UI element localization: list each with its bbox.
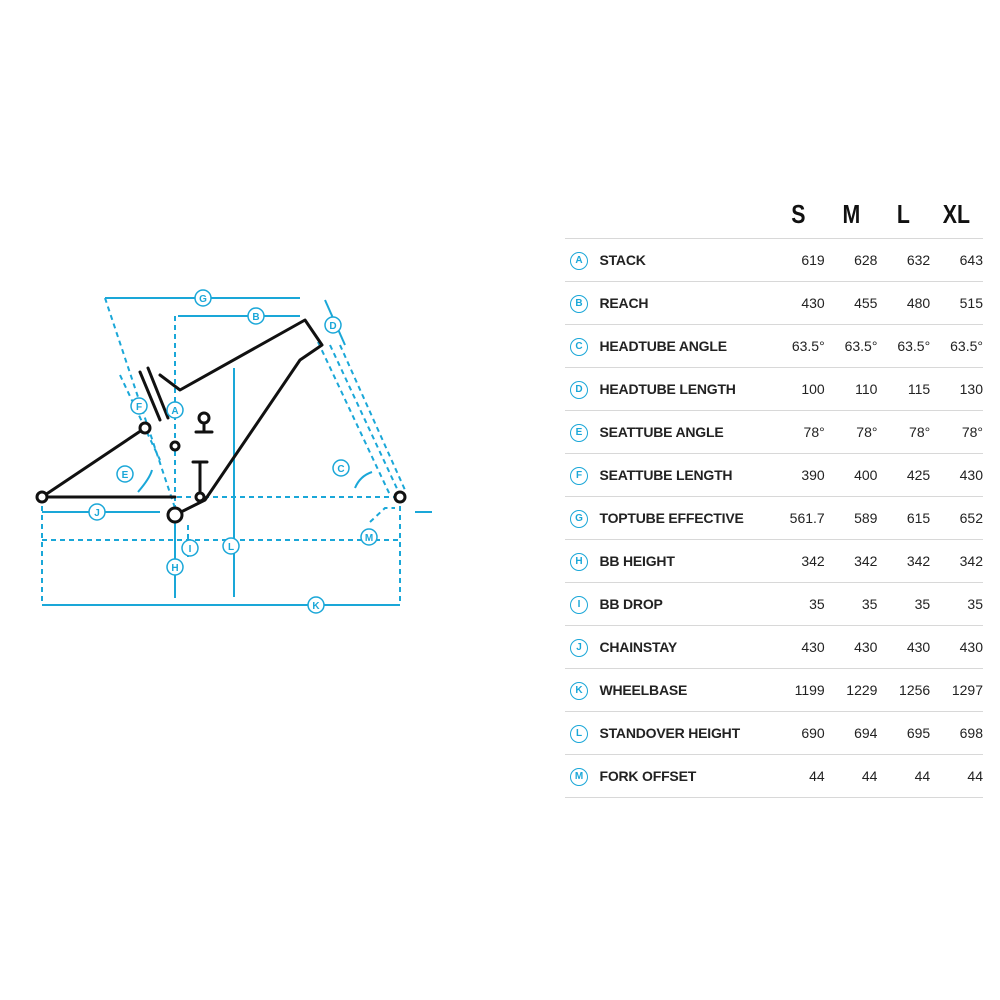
row-measurement-name: STANDOVER HEIGHT (599, 712, 771, 755)
row-letter-badge: L (570, 725, 588, 743)
geometry-table-body (565, 239, 983, 798)
row-letter-badge: A (570, 252, 588, 270)
row-value-xl: 698 (930, 712, 983, 755)
badge-m: M (364, 533, 374, 544)
row-value-xl: 130 (930, 368, 983, 411)
geometry-table (565, 190, 983, 798)
table-row (565, 282, 983, 325)
row-value-xl: 1297 (930, 669, 983, 712)
row-value-s: 44 (772, 755, 825, 798)
row-value-xl: 643 (930, 239, 983, 282)
row-value-l: 35 (877, 583, 930, 626)
row-value-s: 342 (772, 540, 825, 583)
badge-k: K (312, 601, 320, 612)
row-value-s: 63.5° (772, 325, 825, 368)
row-value-xl: 652 (930, 497, 983, 540)
row-value-l: 342 (877, 540, 930, 583)
row-measurement-name: REACH (599, 282, 771, 325)
table-row (565, 411, 983, 454)
row-value-l: 78° (877, 411, 930, 454)
size-header-s: S (791, 198, 806, 229)
row-value-l: 480 (877, 282, 930, 325)
row-value-m: 78° (825, 411, 878, 454)
row-letter-badge: D (570, 381, 588, 399)
badge-b: B (252, 312, 260, 323)
table-row (565, 325, 983, 368)
row-value-m: 455 (825, 282, 878, 325)
row-letter-badge: C (570, 338, 588, 356)
row-value-l: 425 (877, 454, 930, 497)
row-measurement-name: SEATTUBE LENGTH (599, 454, 771, 497)
row-value-l: 1256 (877, 669, 930, 712)
row-value-s: 390 (772, 454, 825, 497)
row-measurement-name: WHEELBASE (599, 669, 771, 712)
row-value-l: 615 (877, 497, 930, 540)
row-value-l: 63.5° (877, 325, 930, 368)
row-value-xl: 44 (930, 755, 983, 798)
row-measurement-name: STACK (599, 239, 771, 282)
row-letter-badge: K (570, 682, 588, 700)
row-value-m: 400 (825, 454, 878, 497)
row-value-s: 35 (772, 583, 825, 626)
row-value-m: 342 (825, 540, 878, 583)
row-value-l: 115 (877, 368, 930, 411)
size-header-row (565, 190, 983, 239)
row-value-l: 695 (877, 712, 930, 755)
badge-j: J (94, 508, 100, 519)
table-row (565, 540, 983, 583)
row-value-m: 430 (825, 626, 878, 669)
row-value-xl: 78° (930, 411, 983, 454)
row-value-l: 430 (877, 626, 930, 669)
row-value-s: 690 (772, 712, 825, 755)
frame-outline (42, 320, 322, 515)
row-value-xl: 515 (930, 282, 983, 325)
row-letter-badge: B (570, 295, 588, 313)
table-row (565, 712, 983, 755)
badge-g: G (199, 294, 207, 305)
badge-h: H (171, 563, 179, 574)
table-row (565, 368, 983, 411)
row-value-s: 430 (772, 282, 825, 325)
table-row (565, 669, 983, 712)
row-measurement-name: BB DROP (599, 583, 771, 626)
row-value-s: 78° (772, 411, 825, 454)
row-measurement-name: CHAINSTAY (599, 626, 771, 669)
size-header-l: L (897, 198, 911, 229)
table-row (565, 755, 983, 798)
row-letter-badge: F (570, 467, 588, 485)
row-value-xl: 63.5° (930, 325, 983, 368)
row-letter-badge: G (570, 510, 588, 528)
row-value-s: 561.7 (772, 497, 825, 540)
row-value-l: 632 (877, 239, 930, 282)
table-row (565, 454, 983, 497)
row-value-m: 63.5° (825, 325, 878, 368)
row-value-m: 694 (825, 712, 878, 755)
badge-l: L (227, 542, 235, 553)
row-value-xl: 430 (930, 454, 983, 497)
row-value-s: 1199 (772, 669, 825, 712)
table-row (565, 583, 983, 626)
badge-f: F (135, 402, 143, 413)
row-measurement-name: TOPTUBE EFFECTIVE (599, 497, 771, 540)
row-value-m: 110 (825, 368, 878, 411)
frame-geometry-diagram (0, 0, 560, 660)
row-value-m: 628 (825, 239, 878, 282)
badge-i: I (188, 544, 192, 555)
row-measurement-name: FORK OFFSET (599, 755, 771, 798)
table-row (565, 497, 983, 540)
row-value-s: 619 (772, 239, 825, 282)
row-measurement-name: BB HEIGHT (599, 540, 771, 583)
badge-d: D (329, 321, 337, 332)
row-measurement-name: HEADTUBE ANGLE (599, 325, 771, 368)
badge-c: C (337, 464, 345, 475)
row-value-xl: 342 (930, 540, 983, 583)
badge-e: E (121, 470, 129, 481)
size-header-m: M (842, 198, 860, 229)
row-value-m: 44 (825, 755, 878, 798)
table-row (565, 626, 983, 669)
badge-a: A (171, 406, 179, 417)
row-letter-badge: I (570, 596, 588, 614)
row-value-m: 589 (825, 497, 878, 540)
row-value-xl: 430 (930, 626, 983, 669)
row-letter-badge: E (570, 424, 588, 442)
row-letter-badge: M (570, 768, 588, 786)
row-measurement-name: HEADTUBE LENGTH (599, 368, 771, 411)
row-value-m: 35 (825, 583, 878, 626)
row-value-s: 100 (772, 368, 825, 411)
row-value-l: 44 (877, 755, 930, 798)
row-measurement-name: SEATTUBE ANGLE (599, 411, 771, 454)
row-value-xl: 35 (930, 583, 983, 626)
row-value-s: 430 (772, 626, 825, 669)
row-letter-badge: J (570, 639, 588, 657)
row-value-m: 1229 (825, 669, 878, 712)
size-header-xl: XL (942, 198, 971, 229)
row-letter-badge: H (570, 553, 588, 571)
table-row (565, 239, 983, 282)
